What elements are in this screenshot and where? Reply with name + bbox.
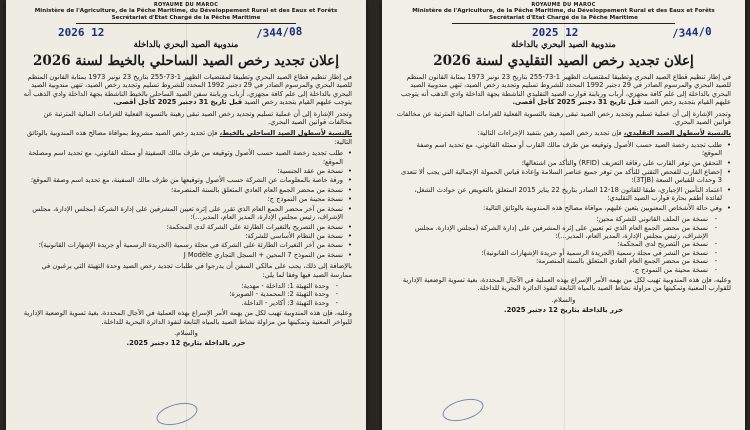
document-item: • نسخة من عقد الجنسية؛ [20,167,352,175]
document-item: • نسخة من النظام الأساسي للشركة؛ [20,232,352,240]
reference-stamp: /344/0 [671,24,713,41]
closing-greeting: والسلام. [174,328,198,337]
legal-document-item: - نسخة من الملف القانوني للشركة محين؛ [396,215,717,223]
required-documents-list [20,149,352,259]
handwritten-date: 2026 12 [58,26,105,39]
legal-document-item: - نسخة من النشر في مجلة رسمية (الجريدة الرسمية أو جريدة الإشهارات القانونية)؛ [396,249,717,257]
signature-line: حرر بالداخلة بتاريخ 12 دجنبر 2025. [126,339,246,348]
announcement-title: إعلان تجديد رخص الصيد التقليدي لسنة 2026 [433,53,694,69]
ministry-name: Ministère de l'Agriculture, de la Pêche Maritime, du Développement Rural et des Eaux et Forêts [412,8,715,14]
management-unit-item: - وحدة التهيئة 3: أكادير - الداخلة. [20,299,338,307]
delegation-name: مندوبية الصيد البحري بالداخلة [511,40,616,50]
handwritten-date: 2025 12 [532,26,579,39]
legal-entity-documents-list [396,215,717,274]
deadline: قبل تاريخ 31 دجنبر 2025 كأجل أقصى. [113,98,243,107]
closing-greeting: والسلام. [551,295,576,304]
delegation-name: مندوبية الصيد البحري بالداخلة [133,40,239,50]
intro-text: في إطار تنظيم قطاع الصيد البحري وتطبيقا لمقتضيات الظهير 1-73-255 بتاريخ 23 نونبر 1973 بمثابة القانون المنظم للصيد البحري والمرسوم الصادر في 29 دجنبر 1992 المحدد للشروط تسليم وتجديد رخص الصيد، تنهي مندوبية الصيد البحري بالداخلة إلى علم كافة مجهزي، أرباب وربابنة قوارب الصيد التقليدي الناشطة بجهة الداخلة وادي الذهب أنه يتوجب عليهم القيام بتجديد رخص الصيد [400,73,731,107]
document-item: • نسخة من آخر محضر الجمع العام الذي تقرر على إثره تعيين المشرفين على إدارة الشركة (مجلس الإدارة، مجلس الإشراف، رئيس مجلس الإدارة، المدير العام، المدير...)؛ [20,205,352,222]
section-label: بالنسبة لأسطول الصيد التقليدي، [623,129,731,138]
procedure-item: • طلب تجديد رخصة الصيد حسب الأصول وتوقيعه من طرف مالك القارب أو ممثله القانوني، مع تحديد اسم وصفة الموقع؛ [396,141,731,158]
warning-paragraph: وعليه، فإن هذه المندوبية تهيب لكل من يهمه الأمر الإسراع بهذه العملية في الآجال المحددة، بغية تسوية الوضعية الإدارية للبواخر المعنية وتمكينها من مزاولة نشاط الصيد بالمياه التابعة لنفوذ الدائرة البحرية للداخلة. [23,309,352,326]
fines-paragraph: وتجدر الإشارة إلى أن عملية تسليم وتجديد رخص الصيد تبقى رهينة بالتسوية الفعلية للغرامات المالية المترتبة عن مخالفات قوانين الصيد البحري. [396,109,731,127]
required-procedures-list [396,141,731,212]
procedure-item: • اعتماد التأمين الإجباري، طبقا للقانون 18-12 الصادر بتاريخ 22 يناير 2015 المتعلق بالتعويض عن حوادث الشغل، لفائدة أطقم بحارة قوارب الصيد التقليدي؛ [396,186,731,203]
section-label: بالنسبة لأسطول الصيد الساحلي بالخيط، [219,129,352,138]
fines-paragraph: وتجدر الإشارة إلى أن عملية تسليم وتجديد رخص الصيد تبقى رهينة بالتسوية الفعلية للغرامات المالية المترتبة عن مخالفات قوانين الصيد البحري. [43,109,352,127]
management-units-list [20,282,338,307]
legal-document-item: - نسخة من التصريح لدى المحكمة؛ [396,240,717,248]
ink-stamp-mark [154,399,200,429]
secretariat-name: Secrétariat d'Etat Chargé de la Pêche Maritime [111,15,261,21]
left-announcement-page [6,0,366,430]
document-item: • نسخة محينة من النموذج ج؛ [20,195,352,203]
warning-paragraph: وعليه، فإن هذه المندوبية تهيب لكل من يهمه الأمر الإسراع بهذه العملية في الآجال المحددة، بغية تسوية الوضعية الإدارية للقوارب المعنية وتمكينها من مزاولة نشاط الصيد بالمياه التابعة لنفوذ الدائرة البحرية للداخلة. [402,275,731,293]
deadline: قبل تاريخ 31 دجنبر 2025 كأجل أقصى. [512,98,642,107]
management-unit-item: - وحدة التهيئة 2: المحمدية - الصويرة؛ [20,290,338,298]
ministry-name: Ministère de l'Agriculture, de la Pêche Maritime, du Développement Rural et des Eaux et Forêts [34,8,338,14]
legal-document-item: - نسخة محينة من النموذج ج. [396,266,717,274]
signature-line: حرر بالداخلة بتاريخ 12 دجنبر 2025. [504,306,623,315]
document-item: • نسخة من محضر الجمع العام العادي المتعلق بالسنة المنصرمة؛ [20,186,352,194]
legal-document-item: - نسخة من محضر الجمع العام الذي تم تعيين على إثره المشرفين على إدارة الشركة (مجلس الإدارة، مجلس الإشراف، رئيس مجلس الإدارة، المدير العام، المدير...)؛ [396,224,717,241]
procedure-item: • وفي حالة الأشخاص المعنويين يتعين عليهم، موافاة مصالح هذه المندوبية بالوثائق التالية: [396,204,731,212]
procedure-item: • إخضاع القارب للفحص التقني للتأكد من توفر جميع عناصر السلامة وإعادة قياس الحمولة الإجمالية التي يجب ألا تتعدى 3 وحدات للقياس السعة (3TJB)؛ [396,168,731,185]
document-item: • نسخة من التصريح بالتغيرات الطارئة على الشركة لدى المحكمة؛ [20,223,352,231]
units-note: بالإضافة إلى ذلك، يجب على مالكي السفن أن يدرجوا في طلبات تجديد رخص الصيد وحدة التهيئة التي يرغبون في ممارسة الصيد فيها وفقا لما يلي: [41,262,352,279]
legal-document-item: - نسخة من محضر الجمع العام العادي المتعلق بالسنة المنصرمة؛ [396,257,717,265]
secretariat-name: Secrétariat d'Etat Chargé de la Pêche Maritime [489,15,638,21]
kingdom-name: ROYAUME DU MAROC [153,2,219,8]
right-announcement-page [382,0,745,430]
announcement-title: إعلان تجديد رخص الصيد الساحلي بالخيط لسنة 2026 [33,53,339,69]
document-item: • طلب تجديد رخصة الصيد حسب الأصول وتوقيعه من طرف مالك السفينة أو ممثله القانوني، مع تحديد اسم ومصلحة الموقع؛ [20,149,352,166]
intro-text: في إطار تنظيم قطاع الصيد البحري وتطبيقا لمقتضيات الظهير 1-73-255 بتاريخ 23 نونبر 1973 بمثابة القانون المنظم للصيد البحري والمرسوم الصادر في 29 دجنبر 1992 المحدد للشروط تسليم وتجديد رخص الصيد، تنهي مندوبية الصيد البحري بالداخلة إلى علم كافة مجهزي، أرباب وربابنة سفن الصيد الساحلي بالخيط الناشطة بجهة الداخلة وادي الذهب أنه يتوجب عليهم القيام بتجديد رخص الصيد [23,73,352,107]
document-item: • ورقة خاصة بالمعلومات عن الشركة حسب الأصول وتوقيعها من طرف مالك السفينة، مع تحديد اسم وصفة الموقع؛ [20,176,352,184]
management-unit-item: - وحدة التهيئة 1: الداخلة - مهدية؛ [20,282,338,290]
document-item: • نسخة من آخر التغيرات الطارئة على الشركة في مجلة رسمية (الجريدة الرسمية أو جريدة الإشهارات القانونية)؛ [20,241,352,249]
section-text: فإن تجديد رخص الصيد مشروط بموافاة مصالح هذه المندوبية بالوثائق التالية: [26,129,352,146]
reference-stamp: /344/08 [255,24,303,41]
ink-stamp-mark [440,395,486,425]
kingdom-name: ROYAUME DU MAROC [531,2,596,8]
document-item: • نسخة من النموذج 7 المحين + السجل التجاري J Modèle [20,251,352,259]
procedure-item: • التحقق من توفر القارب على رقاقة التعريف (RFID) والتأكد من اشتغالها؛ [396,159,731,167]
section-text: فإن تجديد رخص الصيد رهين بتنفيذ الإجراءات التالية: [477,129,622,138]
